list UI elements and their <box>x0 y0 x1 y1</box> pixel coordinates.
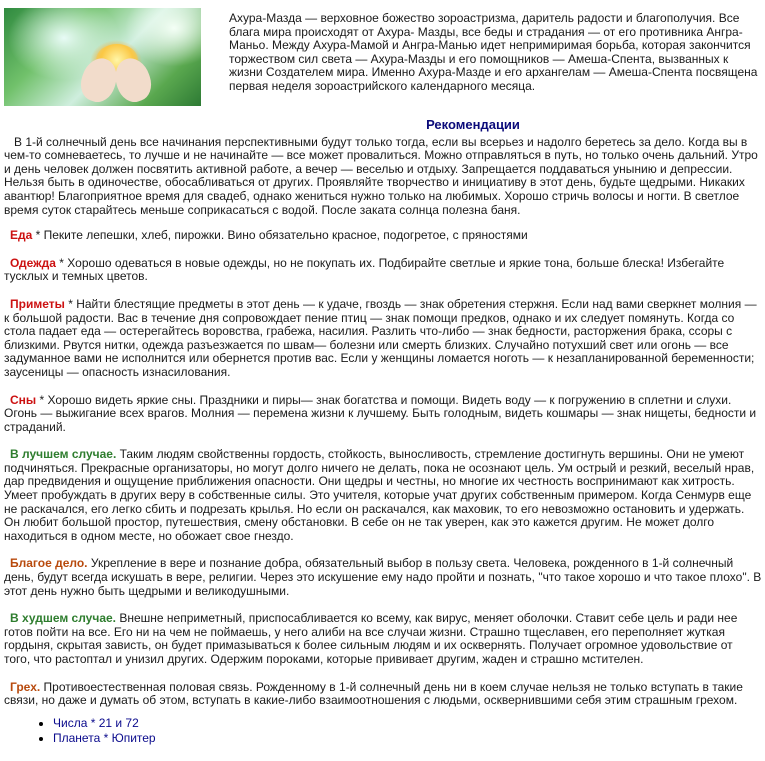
sin-text: Противоестественная половая связь. Рожденному в 1-й солнечный день ни в коем случае нельзя не только вступать в такие связи, но даже и думать об этом, вступать в какие-либо взаимоотношения с людьми, осквернившими себя этим страшным грехом. <box>4 679 743 708</box>
section-best-case <box>4 448 762 543</box>
list-item <box>53 731 762 746</box>
food-text: * Пеките лепешки, хлеб, пирожки. Вино обязательно красное, подогретое, с пряностями <box>32 228 528 243</box>
related-links <box>4 716 762 746</box>
clothes-text: * Хорошо одеваться в новые одежды, но не покупать их. Подбирайте светлые и яркие тона, больше блеска! Избегайте тусклых и темных цветов. <box>4 255 725 284</box>
dreams-label: Сны <box>10 392 37 407</box>
food-label: Еда <box>10 228 33 243</box>
section-clothes <box>4 257 762 284</box>
section-food <box>4 229 762 243</box>
good-deed-label: Благое дело. <box>10 556 88 571</box>
omens-label: Приметы <box>10 296 65 311</box>
worst-case-text: Внешне неприметный, приспосабливается ко всему, как вирус, меняет оболочки. Ставит себе цель и ради нее готов пойти на все. Его ни на чем не поймаешь, у него алиби на все случаи жизни. Страшно тщеславен, его переполняет жуткая гордыня, скрытая зависть, он будет примазываться к более сильным людям и их осквернять. Получает огромное удовольствие от того, что растоптал и унизил других. Одержим пороками, которые прививает другим, жаден и страшно мстителен. <box>4 611 738 666</box>
intro-block <box>4 8 762 114</box>
best-case-label: В лучшем случае. <box>10 447 117 462</box>
sin-label: Грех. <box>10 679 41 694</box>
hands-light-image <box>4 8 201 106</box>
planet-link[interactable]: Планета * Юпитер <box>53 730 156 745</box>
general-recommendations: В 1-й солнечный день все начинания перспективными будут только тогда, если вы всерьез и надолго беретесь за дело. Когда вы в чем-то сомневаетесь, то лучше и не начинайте — все может провалиться. Можно отправляться в путь, но только очень дальний. Утро и день человек должен посвятить активной работе, а вечер — веселью и отдыху. Запрещается поддаваться унынию и депрессии. Нельзя быть в одиночестве, обосабливаться от других. Проявляйте творчество и инициативу в этот день, будьте щедрыми. Никаких авантюр! Благоприятное время для свадеб, однако жениться нужно только на любимых. Хорошо стричь волосы и ногти. В светлое время суток старайтесь меньше соприкасаться с водой. После заката солнца полезна баня. <box>4 134 758 217</box>
recommendations-heading: Рекомендации <box>426 117 520 132</box>
section-omens <box>4 298 762 380</box>
page <box>4 0 762 746</box>
dreams-text: * Хорошо видеть яркие сны. Праздники и пиры— знак богатства и помощи. Видеть воду — к погружению в сплетни и слухи. Огонь — выжигание всех врагов. Молния — перемена жизни к лучшему. Быть голодным, видеть кошмары — знак нищеты, бедности и страданий. <box>4 392 757 434</box>
good-deed-text: Укрепление в вере и познание добра, обязательный выбор в пользу света. Человека, рожденного в 1-й солнечный день, будут всегда искушать в вере, религии. Через это искушение ему надо пройти и познать, "что такое хорошо и что такое плохо". В этот день нужно быть щедрыми и великодушными. <box>4 556 762 598</box>
clothes-label: Одежда <box>10 255 56 270</box>
worst-case-label: В худшем случае. <box>10 611 117 626</box>
numbers-link[interactable]: Числа * 21 и 72 <box>53 715 139 730</box>
section-dreams <box>4 394 762 435</box>
omens-text: * Найти блестящие предметы в этот день — к удаче, гвоздь — знак обретения стержня. Если над вами сверкнет молния — к большой радости. Вас в течение дня сопровождает пение птиц — знак помощи предков, однако и их следует помянуть. Когда со стола падает еда — остерегайтесь воровства, грабежа, насилия. Разлить что-либо — знак бедности, расторжения брака, ссоры с близкими. Рвутся нитки, одежда разъезжается по швам— болезни или смерть близких. Случайно потухший свет или огонь — все задуманное вами не исполнится или обернется против вас. Если у женщины ломается ноготь — к незапланированной беременности; заусеницы — опасность изнасилования. <box>4 296 757 379</box>
intro-text: Ахура-Мазда — верховное божество зороастризма, даритель радости и благополучия. Все блага мира происходят от Ахура- Мазды, все беды и страдания — от его противника Ангра-Маньо. Между Ахура-Мамой и Ангра-Манью идет непримиримая борьба, которая закончится торжеством сил света — Ахура-Мазды и его помощников — Амеша-Спента, вызванных к жизни Создателем мира. Именно Ахура-Мазде и его архангелам — Амеша-Спента посвящена первая неделя зороастрийского календарного месяца. <box>229 11 758 93</box>
section-good-deed <box>4 557 762 598</box>
list-item <box>53 716 762 731</box>
section-worst-case <box>4 612 762 666</box>
best-case-text: Таким людям свойственны гордость, стойкость, выносливость, стремление достигнуть вершины. Они не умеют подчиняться. Прекрасные организаторы, но могут долго ничего не делать, пока не осознают цель. Ум острый и резкий, веселый нрав, дар предвидения и ощущение приближения опасности. Они щедры и честны, но многие их честность воспринимают как хитрость. Умеет пробуждать в других веру в собственные силы. Это учителя, которые учат других собственным примером. Когда Сенмурв еще не раскачался, его легко сбить и подрезать крылья. Но если он раскачался, как маховик, то его невозможно остановить и удержать. Он любит большой простор, путешествия, смену обстановки. В себе он не так уверен, как это кажется другим. Не может долго находиться в одном месте, но обожает свое гнездо. <box>4 447 755 543</box>
section-sin <box>4 681 762 708</box>
